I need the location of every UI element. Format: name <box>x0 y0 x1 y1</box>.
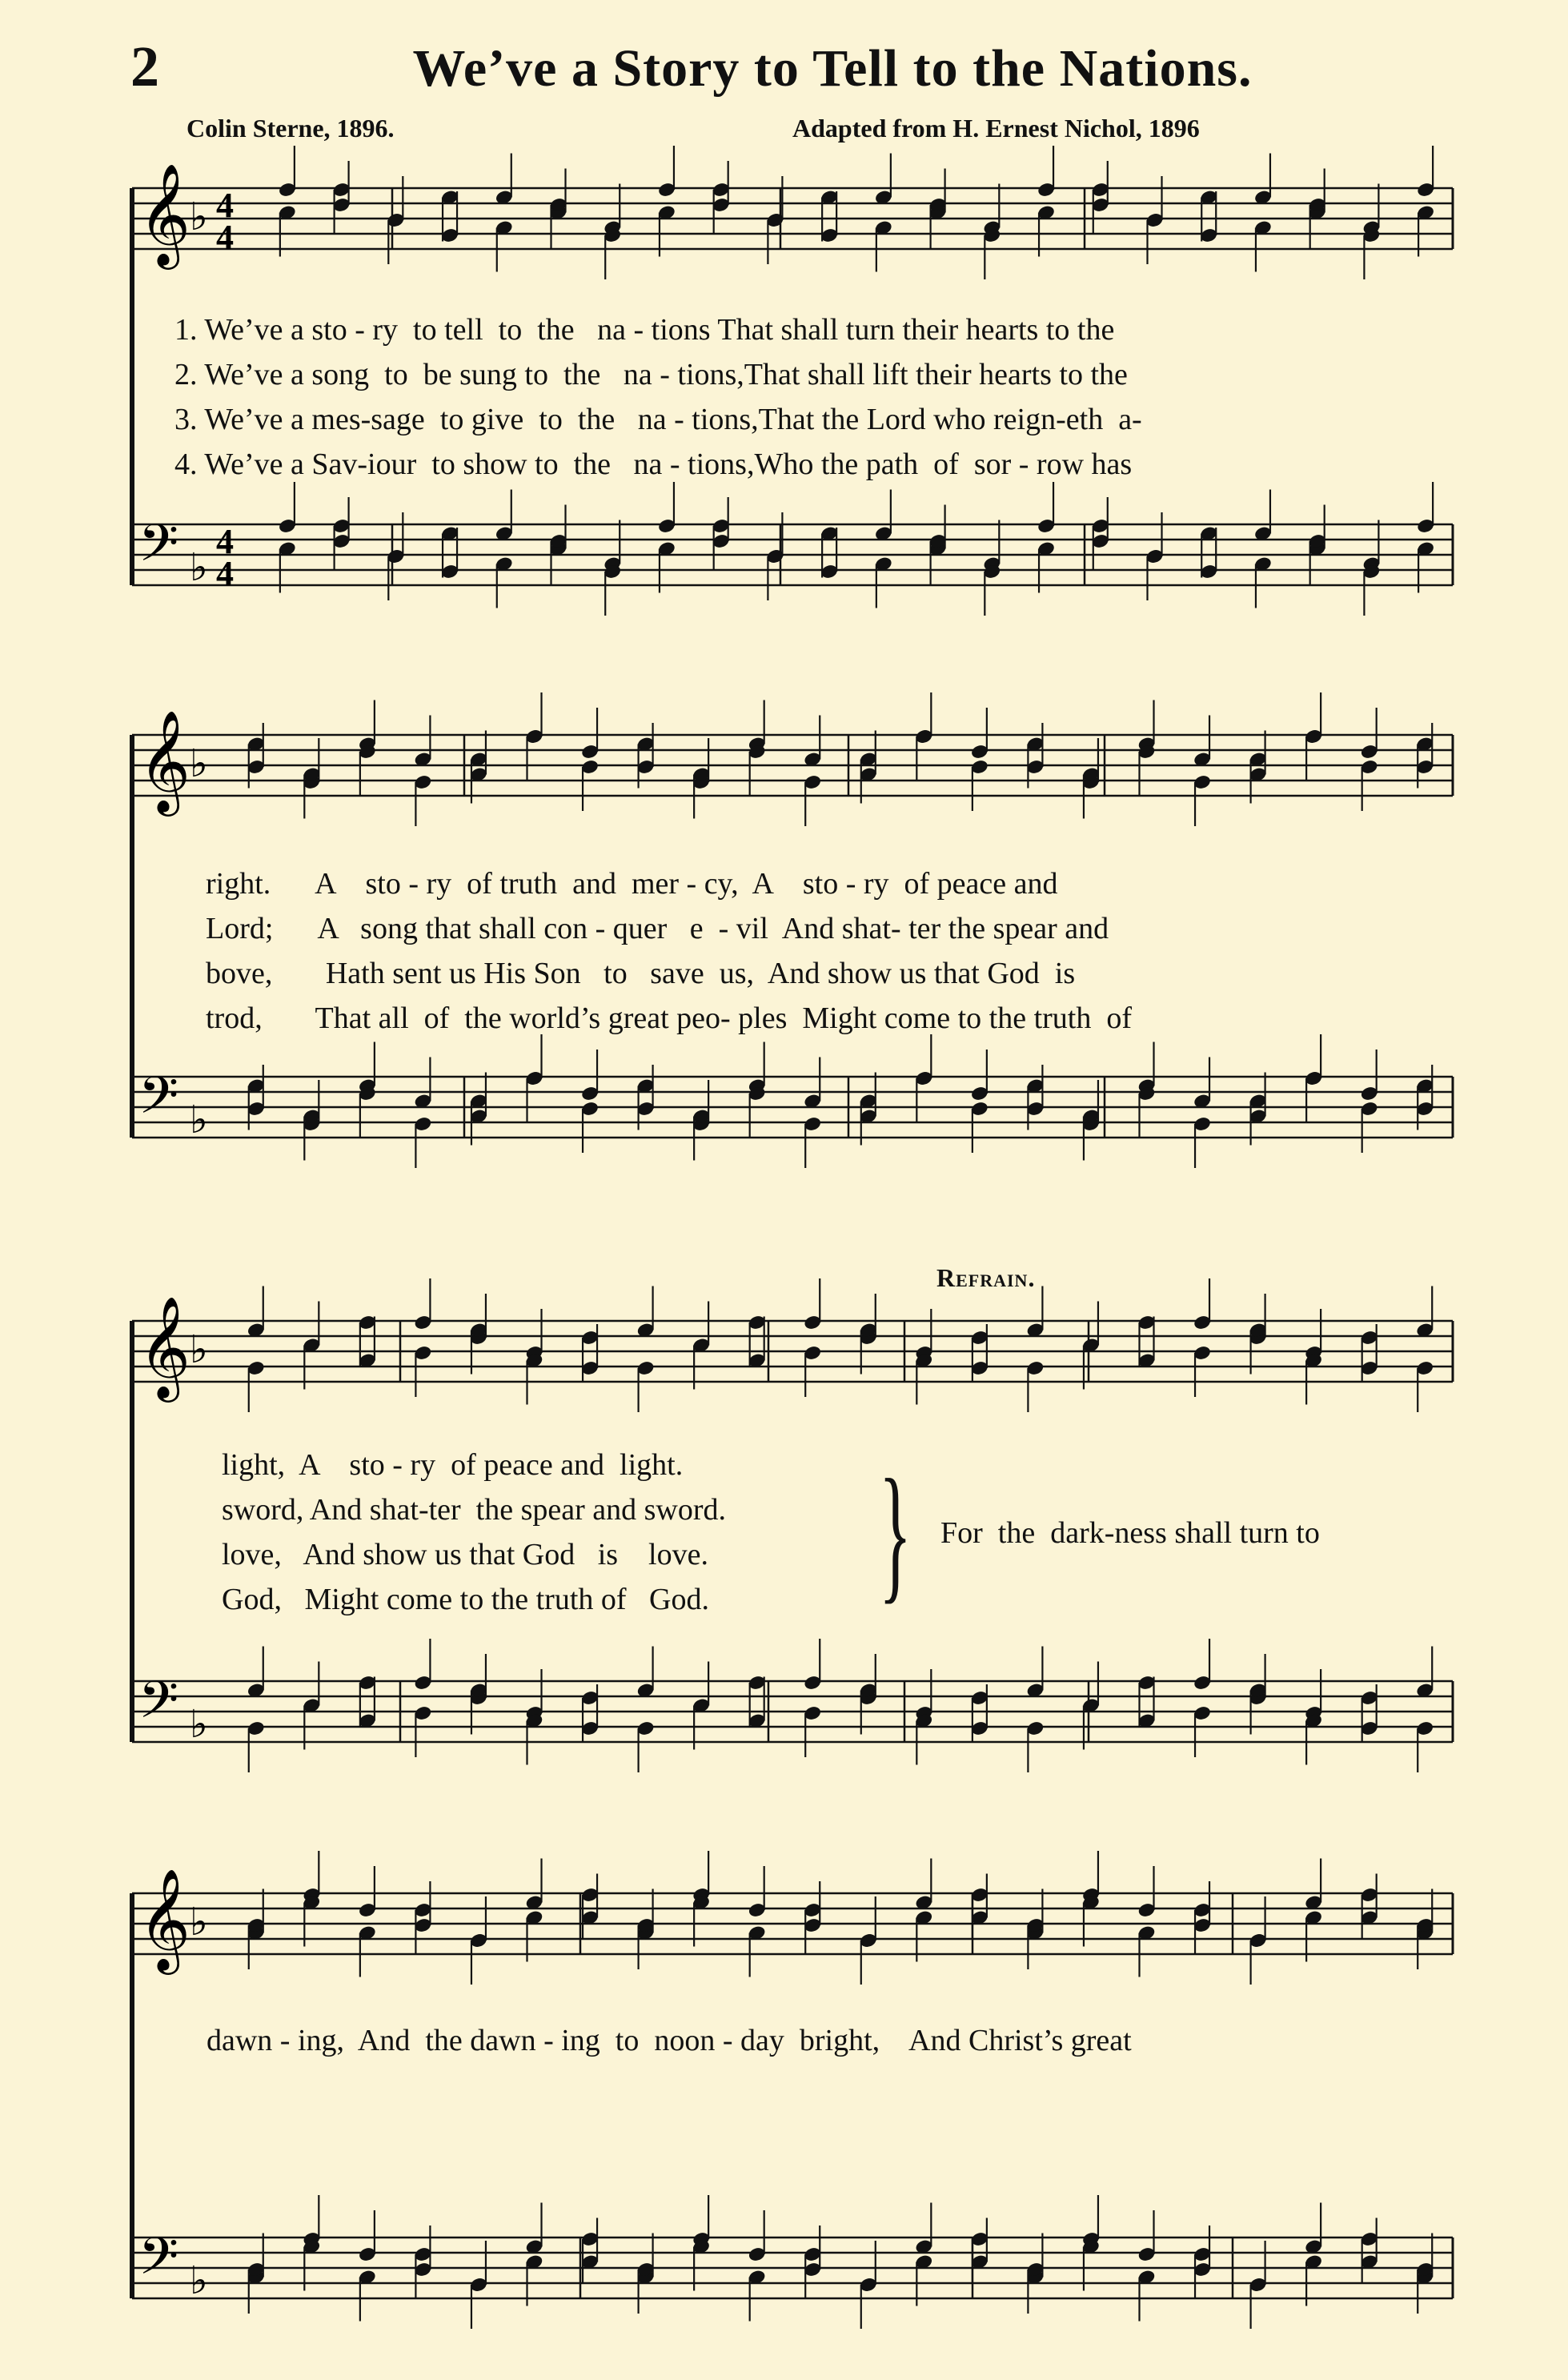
flat-key-signature: ♭ <box>190 2258 208 2303</box>
lyric-line: 1. We’ve a sto - ry to tell to the na - tions That shall turn their hearts to the <box>174 313 1115 347</box>
lyric-line: trod, That all of the world’s great peo- ples Might come to the truth of <box>206 1001 1132 1035</box>
hymn-title: We’ve a Story to Tell to the Nations. <box>412 39 1253 98</box>
verse-brace: } <box>879 1449 912 1617</box>
flat-key-signature: ♭ <box>190 1702 208 1747</box>
time-signature-top: 4 <box>216 522 234 561</box>
lyric-line: right. A sto - ry of truth and mer - cy, A sto - ry of peace and <box>206 867 1058 901</box>
lyric-line: sword, And shat-ter the spear and sword. <box>222 1493 727 1527</box>
refrain-lyric: For the dark-ness shall turn to <box>940 1516 1320 1550</box>
hymn-number: 2 <box>130 34 159 98</box>
flat-key-signature: ♭ <box>190 1098 208 1142</box>
lyric-line: Lord; A song that shall con - quer e - vil And shat- ter the spear and <box>206 912 1109 945</box>
flat-key-signature: ♭ <box>190 1900 208 1945</box>
time-signature-bottom: 4 <box>216 218 234 257</box>
flat-key-signature: ♭ <box>190 545 208 590</box>
lyric-line: 2. We’ve a song to be sung to the na - tions,That shall lift their hearts to the <box>174 358 1128 391</box>
time-signature-top: 4 <box>216 186 234 225</box>
flat-key-signature: ♭ <box>190 1327 208 1372</box>
time-signature-bottom: 4 <box>216 554 234 593</box>
bass-clef: 𝄢 <box>138 2227 179 2299</box>
composer-credit: Adapted from H. Ernest Nichol, 1896 <box>792 114 1200 142</box>
lyric-line: God, Might come to the truth of God. <box>222 1583 709 1616</box>
lyric-line: light, A sto - ry of peace and light. <box>222 1448 684 1482</box>
lyric-line: 4. We’ve a Sav-iour to show to the na - tions,Who the path of sor - row has <box>174 448 1133 481</box>
treble-clef: 𝄞 <box>138 1868 191 1970</box>
refrain-label: Refrain. <box>936 1263 1036 1292</box>
lyric-line: bove, Hath sent us His Son to save us, And show us that God is <box>206 957 1076 990</box>
lyric-line: 3. We’ve a mes-sage to give to the na - tions,That the Lord who reign-eth a- <box>174 403 1142 436</box>
treble-clef: 𝄞 <box>138 1295 191 1398</box>
lyric-line: dawn - ing, And the dawn - ing to noon - day bright, And Christ’s great <box>207 2024 1132 2057</box>
bass-clef: 𝄢 <box>138 514 179 586</box>
lyric-line: love, And show us that God is love. <box>222 1538 708 1571</box>
bass-clef: 𝄢 <box>138 1671 179 1743</box>
flat-key-signature: ♭ <box>190 741 208 786</box>
treble-clef: 𝄞 <box>138 709 191 812</box>
bass-clef: 𝄢 <box>138 1066 179 1138</box>
treble-clef: 𝄞 <box>138 163 191 265</box>
flat-key-signature: ♭ <box>190 195 208 239</box>
lyricist-credit: Colin Sterne, 1896. <box>186 114 395 142</box>
